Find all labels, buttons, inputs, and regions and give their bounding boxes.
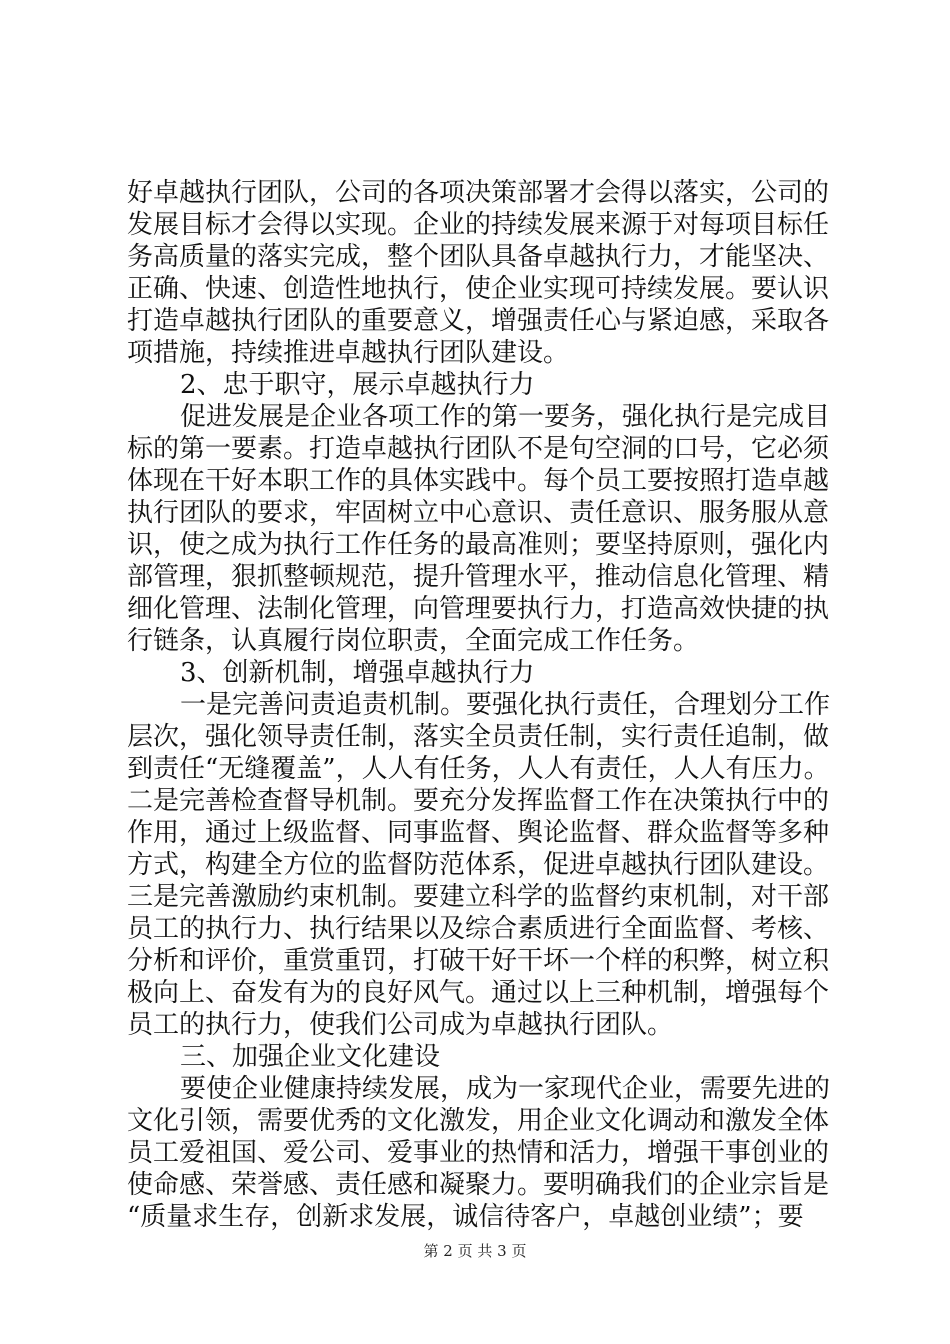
- text-line: 二是完善检查督导机制。要充分发挥监督工作在决策执行中的: [127, 786, 830, 816]
- section-heading: 三、加强企业文化建设: [180, 1042, 441, 1072]
- text-line: 分析和评价，重赏重罚，打破干好干坏一个样的积弊，树立积: [127, 946, 830, 976]
- text-line: 促进发展是企业各项工作的第一要务，强化执行是完成目: [180, 402, 831, 432]
- text-line: 到责任“无缝覆盖”，人人有任务，人人有责任，人人有压力。: [127, 754, 830, 784]
- text-line: 一是完善问责追责机制。要强化执行责任，合理划分工作: [180, 690, 831, 720]
- section-heading: 2、忠于职守，展示卓越执行力: [180, 370, 535, 400]
- text-line: 项措施，持续推进卓越执行团队建设。: [127, 338, 570, 368]
- section-heading: 3、创新机制，增强卓越执行力: [180, 658, 535, 688]
- page-number-label: 第 2 页 共 3 页: [423, 1242, 527, 1260]
- text-line: 细化管理、法制化管理，向管理要执行力，打造高效快捷的执: [127, 594, 830, 624]
- text-line: 识，使之成为执行工作任务的最高准则；要坚持原则，强化内: [127, 530, 830, 560]
- text-line: 员工爱祖国、爱公司、爱事业的热情和活力，增强干事创业的: [127, 1138, 830, 1168]
- text-line: 好卓越执行团队，公司的各项决策部署才会得以落实，公司的: [127, 178, 830, 208]
- text-line: 发展目标才会得以实现。企业的持续发展来源于对每项目标任: [127, 210, 830, 240]
- text-line: 部管理，狠抓整顿规范，提升管理水平，推动信息化管理、精: [127, 562, 830, 592]
- text-line: 正确、快速、创造性地执行，使企业实现可持续发展。要认识: [127, 274, 830, 304]
- text-line: 务高质量的落实完成，整个团队具备卓越执行力，才能坚决、: [127, 242, 830, 272]
- text-line: 打造卓越执行团队的重要意义，增强责任心与紧迫感，采取各: [127, 306, 830, 336]
- text-line: 文化引领，需要优秀的文化激发，用企业文化调动和激发全体: [127, 1106, 830, 1136]
- text-line: 体现在干好本职工作的具体实践中。每个员工要按照打造卓越: [127, 466, 830, 496]
- text-line: 作用，通过上级监督、同事监督、舆论监督、群众监督等多种: [127, 818, 830, 848]
- text-line: 执行团队的要求，牢固树立中心意识、责任意识、服务服从意: [127, 498, 830, 528]
- text-line: 使命感、荣誉感、责任感和凝聚力。要明确我们的企业宗旨是: [127, 1170, 830, 1200]
- text-line: 行链条，认真履行岗位职责，全面完成工作任务。: [127, 626, 700, 656]
- text-line: 标的第一要素。打造卓越执行团队不是句空洞的口号，它必须: [127, 434, 830, 464]
- page-footer: [0, 1241, 950, 1261]
- text-line: 方式，构建全方位的监督防范体系，促进卓越执行团队建设。: [127, 850, 830, 880]
- text-line: 极向上、奋发有为的良好风气。通过以上三种机制，增强每个: [127, 978, 830, 1008]
- text-line: “质量求生存，创新求发展，诚信待客户，卓越创业绩”；要: [127, 1202, 804, 1232]
- text-line: 层次，强化领导责任制，落实全员责任制，实行责任追制，做: [127, 722, 830, 752]
- text-line: 员工的执行力，使我们公司成为卓越执行团队。: [127, 1010, 674, 1040]
- text-line: 员工的执行力、执行结果以及综合素质进行全面监督、考核、: [127, 914, 830, 944]
- text-line: 三是完善激励约束机制。要建立科学的监督约束机制，对干部: [127, 882, 830, 912]
- text-line: 要使企业健康持续发展，成为一家现代企业，需要先进的: [180, 1074, 831, 1104]
